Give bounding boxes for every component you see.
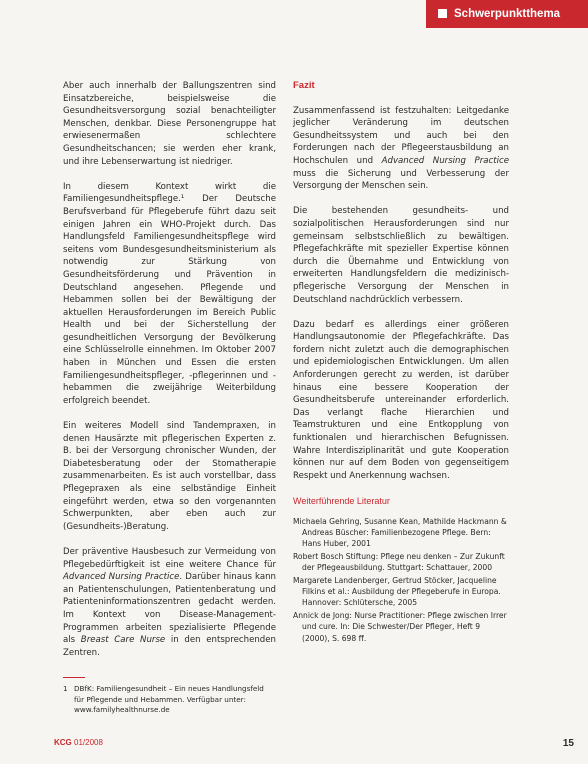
footnote-text: DBfK: Familiengesundheit – Ein neues Handlungsfeld für Pflegende und Hebammen. Verfügbar unter: www.familyhealthnurse.de xyxy=(74,684,264,715)
section-tag-label: Schwerpunktthema xyxy=(454,8,561,20)
right-paragraph-1-post: muss die Sicherung und Verbesserung der Versorgung der Menschen sein. xyxy=(293,168,509,192)
left-paragraph-3: Ein weiteres Modell sind Tandempraxen, in denen Hausärzte mit pflegerischen Experten z. B. bei der Versorgung chronischer Wunden, der Diabetesberatung oder der Stomatherapie zusammenarbeiten. Es ist auch vorstellbar, dass Pflegepraxen als eine selbständige Einheit eingeführt werden, etwa so den vorgenannten Schwerpunkten, aber eben auch zur (Gesundheits-)Beratung. xyxy=(63,421,276,532)
right-paragraph-3: Dazu bedarf es allerdings einer größeren Handlungsautonomie der Pflegefachkräfte. Das fordern nicht zuletzt auch die demographischen und epidemiologischen Entwicklungen. Um allen Anforderungen gerecht zu werden, ist darüber hinaus eine bessere Kooperation der Gesundheitsberufe untereinander erforderlich. Das verlangt flache Hierarchien und Teamstrukturen und eine Entkopplung von funktionalen und hierarchischen Befugnissen. Wahre Interdisziplinarität und gute Kooperation können nur auf dem Boden von gegenseitigem Respekt und Anerkennung wachsen. xyxy=(293,319,509,481)
right-column xyxy=(293,80,509,645)
literature-item: Robert Bosch Stiftung: Pflege neu denken – Zur Zukunft der Pflegeausbildung. Stuttgart: Schattauer, 2000 xyxy=(293,551,505,573)
left-paragraph-1: Aber auch innerhalb der Ballungszentren sind Einsatzbereiche, beispielsweise die Gesundheitsversorgung sozial benachteiligter Menschen, denkbar. Diese Personengruppe hat erwiesenermaßen schlechtere Gesundheitschancen; sie werden eher krank, und ihre Lebenserwartung ist niedriger. xyxy=(63,81,276,167)
fazit-heading: Fazit xyxy=(293,80,315,91)
left-paragraph-4 xyxy=(63,546,276,659)
left-paragraph-4-em-1: Advanced Nursing Practice xyxy=(63,572,180,583)
left-paragraph-4-post: in den entsprechenden Zentren. xyxy=(63,635,276,658)
left-paragraph-4-pre: Der präventive Hausbesuch zur Vermeidung von Pflegebedürftigkeit ist eine weitere Chance für xyxy=(63,546,276,570)
square-icon xyxy=(438,9,447,18)
left-paragraph-2: In diesem Kontext wirkt die Familiengesundheitspflege.¹ Der Deutsche Berufsverband für Pflegeberufe führt dazu seit einigen Jahren ein WHO-Projekt durch. Das Handlungsfeld Familiengesundheitspflege wird seitens vom Bundesgesundheitsministerium als notwendig zur Stärkung von Gesundheitsförderung und Prävention in Deutschland angesehen. Pflegende und Hebammen sollen bei der Bewältigung der aktuellen Herausforderungen im Bereich Public Health und bei der Sicherstellung der gesundheitlichen Versorgung der Bevölkerung eine Schlüsselrolle einnehmen. Im Oktober 2007 haben in München und Essen die ersten Familiengesundheitspfleger, -pflegerinnen und -hebammen die zweijährige Weiterbildung erfolgreich beendet. xyxy=(63,181,276,406)
literature-heading: Weiterführende Literatur xyxy=(293,496,390,506)
literature-item: Margarete Landenberger, Gertrud Stöcker, Jacqueline Filkins et al.: Ausbildung der Pflegeberufe in Europa. Hannover: Schlütersche, 2005 xyxy=(293,575,501,608)
literature-item: Michaela Gehring, Susanne Kean, Mathilde Hackmann & Andreas Büscher: Familienbezogene Pflege. Bern: Hans Huber, 2001 xyxy=(293,516,507,549)
journal-issue-number: 01/2008 xyxy=(74,738,103,747)
left-paragraph-4-mid: . Darüber hinaus kann an Patientenschulungen, Patientenberatung und Patienteninformationszentren gedacht werden. Im Kontext von Disease-Management-Programmen arbeiten spezialisierte Pflegende als xyxy=(63,572,276,646)
footnote xyxy=(63,684,276,715)
page-number: 15 xyxy=(562,738,574,749)
right-paragraph-1-pre: Zusammenfassend ist festzuhalten: Leitgedanke jeglicher Veränderung im deutschen Gesundheitssystem und auch bei den Forderungen nach der Pflegeerstausbildung an Hochschulen und xyxy=(293,105,509,166)
right-paragraph-2: Die bestehenden gesundheits- und sozialpolitischen Herausforderungen sind nur gemeinsam selbstschließlich zu bewältigen. Pflegefachkräfte mit spezieller Expertise können durch die Übernahme und Entwicklung von erweiterten Handlungsfeldern die medizinisch-pflegerische Versorgung der Menschen in Deutschland nachdrücklich verbessern. xyxy=(293,206,509,305)
literature-item: Annick de Jong: Nurse Practitioner: Pflege zwischen Irrer und cure. In: Die Schwester/Der Pfleger, Heft 9 (2000), S. 698 ff. xyxy=(293,610,507,643)
right-paragraph-1-em: Advanced Nursing Practice xyxy=(381,155,510,166)
page-footer xyxy=(0,738,588,752)
footnote-number: 1 xyxy=(63,684,68,694)
journal-brand: KCG xyxy=(54,738,72,747)
left-column xyxy=(63,80,276,716)
journal-issue xyxy=(54,738,103,747)
left-paragraph-4-em-2: Breast Care Nurse xyxy=(80,635,166,646)
footnote-divider xyxy=(63,677,85,678)
right-paragraph-1 xyxy=(293,105,509,193)
section-tag xyxy=(426,0,588,28)
